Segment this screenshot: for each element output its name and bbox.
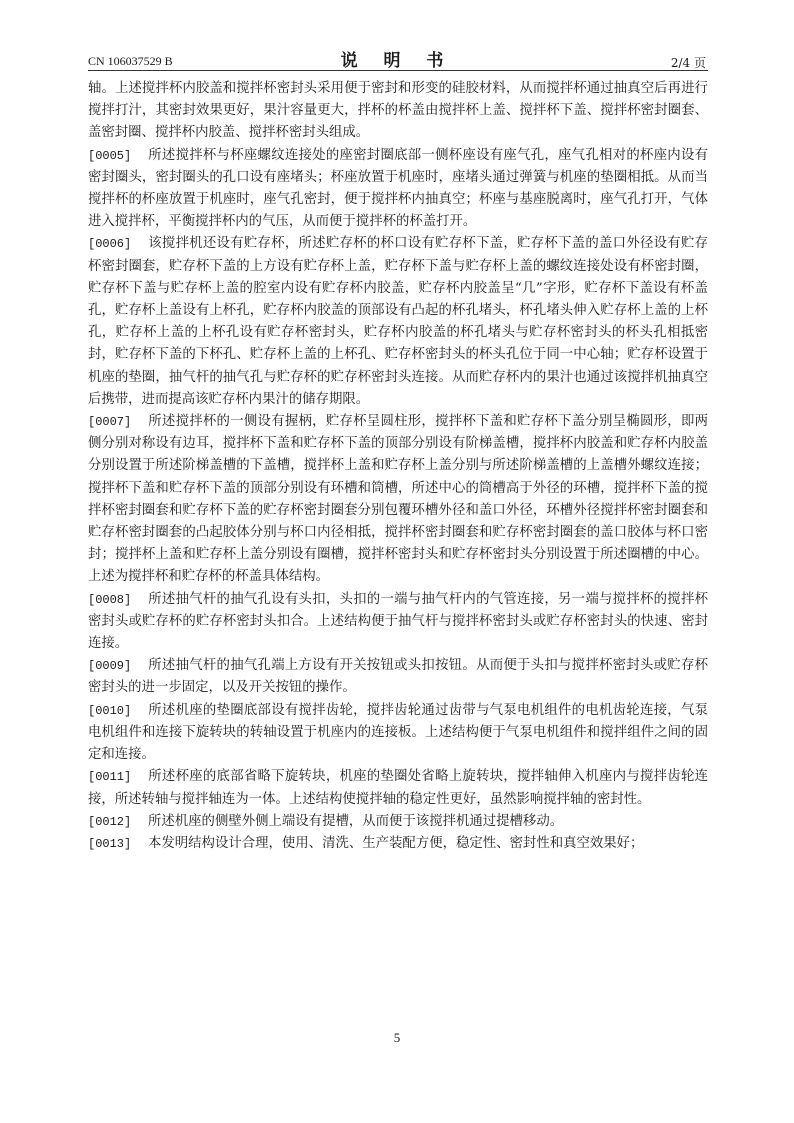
continuation-paragraph: 轴。上述搅拌杯内胶盖和搅拌杯密封头采用便于密封和形变的硅胶材料，从而搅拌杯通过抽真空后再进行搅拌打汁，其密封效果更好，果汁容量更大，拌杯的杯盖由搅拌杯上盖、搅拌杯下盖、搅拌杯密封圈套、盖密封圈、搅拌杯内胶盖、搅拌杯密封头组成。 [88, 81, 708, 141]
page-indicator: 2/4 页 [670, 56, 706, 70]
paragraph-number: [0007] [88, 415, 132, 430]
paragraph-number: [0011] [88, 770, 132, 785]
paragraph-text: 所述机座的侧壁外侧上端设有提槽，从而便于该搅拌机通过提槽移动。 [148, 813, 564, 829]
paragraph-number: [0009] [88, 659, 132, 674]
paragraph-text: 所述搅拌杯的一侧设有握柄，贮存杯呈圆柱形，搅拌杯下盖和贮存杯下盖分别呈椭圆形，即两侧分别对称设有边耳，搅拌杯下盖和贮存杯下盖的顶部分别设有阶梯盖槽，搅拌杯内胶盖和贮存杯内胶盖分别设置于所述阶梯盖槽的下盖槽，搅拌杯上盖和贮存杯上盖分别与所述阶梯盖槽的上盖槽外螺纹连接；搅拌杯下盖和贮存杯下盖的顶部分别设有环槽和筒槽，所述中心的筒槽高于外径的环槽，搅拌杯下盖的搅拌杯密封圈套和贮存杯下盖的贮存杯密封圈套分别包覆环槽外径和盖口外径，环槽外径搅拌杯密封圈套和贮存杯密封圈套的凸起胶体分别与杯口内径相抵，搅拌杯密封圈套和贮存杯密封圈套的盖口胶体与杯口密封；搅拌杯上盖和贮存杯上盖分别设有圈槽，搅拌杯密封头和贮存杯密封头分别设置于所述圈槽的中心。上述为搅拌杯和贮存杯的杯盖具体结构。 [88, 414, 708, 585]
paragraph-0006 [88, 233, 708, 411]
document-body [88, 78, 708, 855]
paragraph-0009 [88, 655, 708, 699]
paragraph-number: [0005] [88, 148, 132, 163]
paragraph-number: [0012] [88, 814, 132, 829]
paragraph-text: 所述杯座的底部省略下旋转块，机座的垫圈处省略上旋转块，搅拌轴伸入机座内与搅拌齿轮连接，所述转轴与搅拌轴连为一体。上述结构使搅拌轴的稳定性更好，虽然影响搅拌轴的密封性。 [88, 769, 708, 807]
paragraph-0011 [88, 766, 708, 810]
paragraph-text: 所述抽气杆的抽气孔设有头扣，头扣的一端与抽气杆内的气管连接，另一端与搅拌杯的搅拌杯密封头或贮存杯的贮存杯密封头扣合。上述结构便于抽气杆与搅拌杯密封头或贮存杯密封头的快速、密封连接。 [88, 591, 708, 652]
paragraph-0010 [88, 700, 708, 767]
paragraph-0007 [88, 411, 708, 589]
paragraph-0008 [88, 589, 708, 656]
page-header [88, 46, 706, 72]
paragraph-0013 [88, 833, 708, 855]
page-number: 5 [393, 1030, 401, 1045]
paragraph-0012 [88, 811, 708, 833]
paragraph-text: 该搅拌机还设有贮存杯，所述贮存杯的杯口设有贮存杯下盖，贮存杯下盖的盖口外径设有贮存杯密封圈套，贮存杯下盖的上方设有贮存杯上盖，贮存杯下盖与贮存杯上盖的螺纹连接处设有杯密封圈，贮存杯下盖与贮存杯上盖的腔室内设有贮存杯内胶盖，贮存杯内胶盖呈“几”字形，贮存杯下盖设有杯盖孔，贮存杯上盖设有上杯孔，贮存杯内胶盖的顶部设有凸起的杯孔堵头，杯孔堵头伸入贮存杯上盖的上杯孔，贮存杯上盖的上杯孔设有贮存杯密封头，贮存杯内胶盖的杯孔堵头与贮存杯密封头的杯头孔相抵密封，贮存杯下盖的下杯孔、贮存杯上盖的上杯孔、贮存杯密封头的杯头孔位于同一中心轴；贮存杯设置于机座的垫圈，抽气杆的抽气孔与贮存杯的贮存杯密封头连接。从而贮存杯内的果汁也通过该搅拌机抽真空后携带，进而提高该贮存杯内果汁的储存期限。 [88, 236, 708, 407]
paragraph-number: [0006] [88, 237, 132, 252]
paragraph-number: [0008] [88, 592, 132, 607]
paragraph-number: [0013] [88, 836, 132, 851]
paragraph-text: 所述抽气杆的抽气孔端上方设有开关按钮或头扣按钮。从而便于头扣与搅拌杯密封头或贮存杯密封头的进一步固定，以及开关按钮的操作。 [88, 658, 708, 696]
paragraph-number: [0010] [88, 703, 132, 718]
paragraph-text: 所述搅拌杯与杯座螺纹连接处的座密封圈底部一侧杯座设有座气孔，座气孔相对的杯座内设有密封圈头，密封圈头的孔口设有座堵头；杯座放置于机座时，座堵头通过弹簧与机座的垫圈相抵。从而当搅拌杯的杯座放置于机座时，座气孔密封，便于搅拌杯内抽真空；杯座与基座脱离时，座气孔打开，气体进入搅拌杯，平衡搅拌杯内的气压，从而便于搅拌杯的杯盖打开。 [88, 147, 708, 230]
patent-number: CN 106037529 B [88, 54, 173, 68]
paragraph-text: 本发明结构设计合理，使用、清洗、生产装配方便，稳定性、密封性和真空效果好； [148, 835, 644, 851]
paragraph-0005 [88, 145, 708, 234]
document-title: 说 明 书 [340, 51, 454, 71]
paragraph-text: 所述机座的垫圈底部设有搅拌齿轮，搅拌齿轮通过齿带与气泵电机组件的电机齿轮连接，气泵电机组件和连接下旋转块的转轴设置于机座内的连接板。上述结构便于气泵电机组件和搅拌组件之间的固定和连接。 [88, 702, 708, 763]
header-divider [88, 70, 708, 71]
